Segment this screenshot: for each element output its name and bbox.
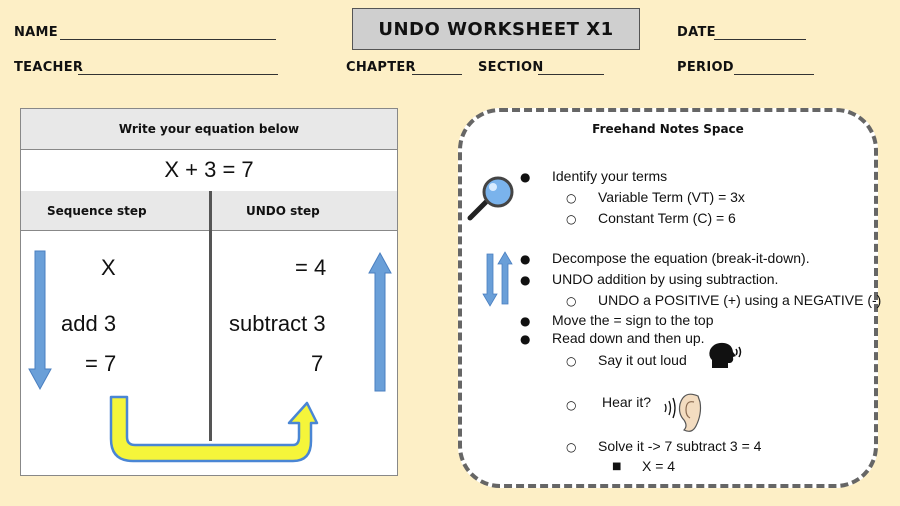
up-arrow-icon bbox=[367, 249, 393, 393]
bullet-filled: ● bbox=[520, 314, 531, 328]
period-label: PERIOD bbox=[677, 60, 734, 75]
equation-panel-heading: Write your equation below bbox=[21, 109, 397, 150]
equation-text[interactable]: X + 3 = 7 bbox=[21, 149, 397, 192]
note-read-down-up: Read down and then up. bbox=[552, 330, 705, 346]
bullet-filled: ● bbox=[520, 332, 531, 346]
bullet-hollow: ○ bbox=[566, 354, 577, 368]
bullet-filled: ● bbox=[520, 252, 531, 266]
date-label: DATE bbox=[677, 25, 716, 40]
chapter-label: CHAPTER bbox=[346, 60, 416, 75]
sequence-step-3: = 7 bbox=[85, 351, 117, 376]
sequence-step-1: X bbox=[101, 255, 116, 280]
up-down-arrows-icon bbox=[482, 250, 514, 308]
teacher-label: TEACHER bbox=[14, 60, 84, 75]
bullet-hollow: ○ bbox=[566, 440, 577, 454]
section-field-line[interactable] bbox=[538, 74, 604, 75]
bullet-filled: ● bbox=[520, 170, 531, 184]
note-undo-addition: UNDO addition by using subtraction. bbox=[552, 271, 779, 287]
freehand-notes-panel[interactable] bbox=[458, 108, 882, 488]
bullet-square: ■ bbox=[612, 461, 622, 472]
notes-heading: Freehand Notes Space bbox=[592, 122, 744, 136]
section-label: SECTION bbox=[478, 60, 544, 75]
magnifying-glass-icon bbox=[464, 170, 522, 224]
teacher-field-line[interactable] bbox=[78, 74, 278, 75]
note-answer: X = 4 bbox=[642, 458, 676, 474]
undo-step-heading: UNDO step bbox=[212, 191, 397, 231]
bullet-hollow: ○ bbox=[566, 294, 577, 308]
name-field-line[interactable] bbox=[60, 39, 276, 40]
worksheet-title: UNDO WORKSHEET X1 bbox=[352, 8, 640, 50]
date-field-line[interactable] bbox=[714, 39, 806, 40]
note-constant-term: Constant Term (C) = 6 bbox=[598, 210, 736, 226]
equation-panel bbox=[20, 108, 398, 476]
down-arrow-icon bbox=[27, 249, 53, 393]
bullet-hollow: ○ bbox=[566, 191, 577, 205]
u-turn-arrow-icon bbox=[107, 393, 319, 465]
note-hear-it: Hear it? bbox=[602, 394, 652, 410]
chapter-field-line[interactable] bbox=[412, 74, 462, 75]
note-decompose: Decompose the equation (break-it-down). bbox=[552, 250, 810, 266]
bullet-hollow: ○ bbox=[566, 398, 577, 412]
undo-step-2: subtract 3 bbox=[229, 311, 326, 336]
note-undo-positive: UNDO a POSITIVE (+) using a NEGATIVE (-) bbox=[598, 292, 882, 308]
sequence-step-heading: Sequence step bbox=[21, 191, 209, 231]
undo-step-1: = 4 bbox=[295, 255, 327, 280]
note-say-out-loud: Say it out loud bbox=[598, 352, 687, 368]
period-field-line[interactable] bbox=[734, 74, 814, 75]
note-solve-it: Solve it -> 7 subtract 3 = 4 bbox=[598, 438, 762, 454]
name-label: NAME bbox=[14, 25, 58, 40]
speaking-head-icon bbox=[706, 340, 742, 372]
note-variable-term: Variable Term (VT) = 3x bbox=[598, 189, 745, 205]
sequence-step-2: add 3 bbox=[61, 311, 117, 336]
note-move-equals: Move the = sign to the top bbox=[552, 312, 714, 328]
bullet-hollow: ○ bbox=[566, 212, 577, 226]
bullet-filled: ● bbox=[520, 273, 531, 287]
note-identify-terms: Identify your terms bbox=[552, 168, 668, 184]
ear-icon bbox=[662, 388, 706, 434]
undo-step-3: 7 bbox=[311, 351, 324, 376]
